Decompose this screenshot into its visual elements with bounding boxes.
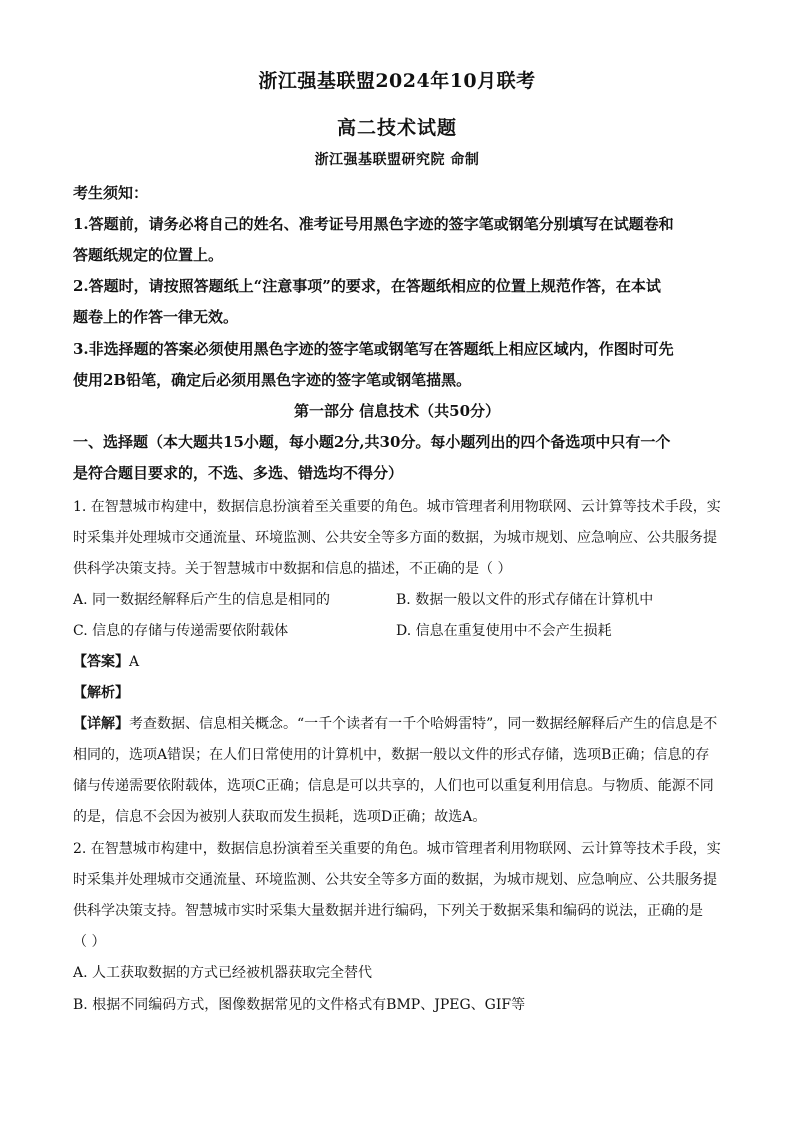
q1-detail: 的是，信息不会因为被别人获取而发生损耗，选项D正确；故选A。 — [73, 809, 487, 825]
exam-subtitle: 高二技术试题 — [336, 117, 457, 139]
q1-stem: 供科学决策支持。关于智慧城市中数据和信息的描述，不正确的是（ ） — [73, 561, 512, 577]
q1-option-d: D. 信息在重复使用中不会产生损耗 — [396, 623, 612, 639]
exam-author: 浙江强基联盟研究院 命制 — [314, 152, 480, 168]
q2-stem: 供科学决策支持。智慧城市实时采集大量数据并进行编码，下列关于数据采集和编码的说法，正确的是 — [73, 903, 703, 919]
q1-detail: 相同的，选项A错误；在人们日常使用的计算机中，数据一般以文件的形式存储，选项B正确；信息的存 — [73, 747, 710, 763]
notice-heading: 考生须知： — [73, 184, 149, 202]
notice-line: 2.答题时，请按照答题纸上“注意事项”的要求，在答题纸相应的位置上规范作答，在本试 — [73, 277, 661, 295]
detail-tag: 【详解】 — [73, 716, 129, 732]
q1-detail: 储与传递需要依附载体，选项C正确；信息是可以共享的，人们也可以重复利用信息。与物质、能源不同 — [73, 778, 714, 794]
q1-stem: 1. 在智慧城市构建中，数据信息扮演着至关重要的角色。城市管理者利用物联网、云计算等技术手段，实 — [73, 499, 721, 515]
answer-tag: 【答案】 — [73, 654, 129, 670]
part-title: 第一部分 信息技术（共50分） — [293, 402, 501, 420]
q1-answer — [73, 651, 723, 671]
q2-stem: 时采集并处理城市交通流量、环境监测、公共安全等多方面的数据，为城市规划、应急响应、公共服务提 — [73, 872, 717, 888]
q2-stem: （ ） — [73, 934, 106, 950]
notice-line: 使用2B铅笔，确定后必须用黑色字迹的签字笔或钢笔描黑。 — [73, 371, 472, 389]
notice-line: 3.非选择题的答案必须使用黑色字迹的签字笔或钢笔写在答题纸上相应区域内，作图时可先 — [73, 340, 674, 358]
q2-option-b: B. 根据不同编码方式，图像数据常见的文件格式有BMP、JPEG、GIF等 — [73, 997, 526, 1013]
notice-line: 1.答题前，请务必将自己的姓名、准考证号用黑色字迹的签字笔或钢笔分别填写在试题卷和 — [73, 215, 674, 233]
answer-value: A — [129, 654, 140, 670]
notice-line: 题卷上的作答一律无效。 — [73, 308, 239, 326]
exam-title: 浙江强基联盟2024年10月联考 — [258, 70, 536, 92]
q1-analysis — [73, 682, 723, 702]
q1-option-a: A. 同一数据经解释后产生的信息是相同的 — [73, 592, 331, 608]
q2-option-a: A. 人工获取数据的方式已经被机器获取完全替代 — [73, 965, 373, 981]
q1-detail — [73, 713, 723, 733]
analysis-tag: 【解析】 — [73, 685, 129, 701]
q2-stem: 2. 在智慧城市构建中，数据信息扮演着至关重要的角色。城市管理者利用物联网、云计算等技术手段，实 — [73, 841, 721, 857]
section-heading: 是符合题目要求的，不选、多选、错选均不得分） — [73, 464, 404, 482]
detail-text: 考查数据、信息相关概念。“一千个读者有一千个哈姆雷特”，同一数据经解释后产生的信息是不 — [129, 716, 718, 732]
q1-stem: 时采集并处理城市交通流量、环境监测、公共安全等多方面的数据，为城市规划、应急响应、公共服务提 — [73, 530, 717, 546]
section-heading: 一、选择题（本大题共15小题，每小题2分,共30分。每小题列出的四个备选项中只有一个 — [73, 433, 671, 451]
q1-option-c: C. 信息的存储与传递需要依附载体 — [73, 623, 289, 639]
q1-option-b: B. 数据一般以文件的形式存储在计算机中 — [396, 592, 654, 608]
notice-line: 答题纸规定的位置上。 — [73, 246, 224, 264]
